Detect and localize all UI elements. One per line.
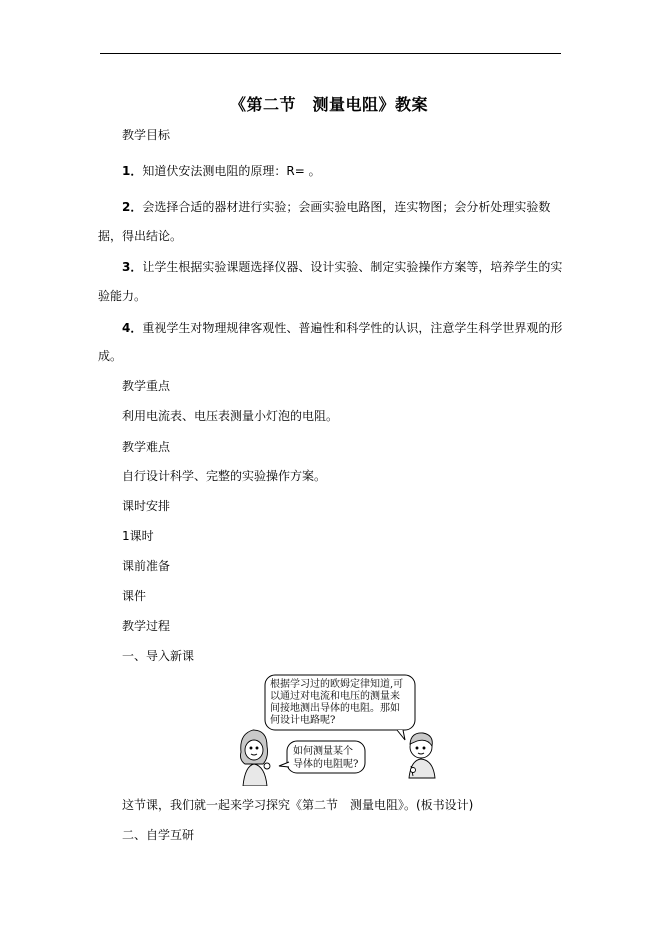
boy-bubble-line-4: 何设计电路呢?	[270, 715, 336, 726]
preparation-text: 课件	[122, 589, 147, 603]
boy-speech-bubble	[265, 675, 415, 740]
boy-bubble-line-1: 根据学习过的欧姆定律知道,可	[270, 679, 404, 690]
boy-bubble-line-3: 间接地测出导体的电阻。那如	[270, 703, 400, 714]
objectives-heading: 教学目标	[122, 128, 171, 142]
objective-1-text: 知道伏安法测电阻的原理：R= 。	[142, 164, 321, 178]
objective-3-number: 3．	[122, 260, 143, 274]
objective-2-text: 会选择合适的器材进行实验；会画实验电路图，连实物图；会分析处理实验数	[142, 200, 551, 214]
part-1-heading: 一、导入新课	[122, 649, 195, 663]
objective-4-line-1	[122, 321, 562, 335]
girl-figure-icon	[241, 730, 271, 786]
boy-figure-icon	[409, 733, 435, 778]
dialog-illustration	[237, 674, 437, 786]
objective-3-text: 让学生根据实验课题选择仪器、设计实验、制定实验操作方案等，培养学生的实	[142, 260, 563, 274]
girl-bubble-line-1: 如何测量某个	[293, 746, 353, 757]
process-heading: 教学过程	[122, 619, 171, 633]
girl-bubble-line-2: 导体的电阻呢?	[293, 759, 359, 770]
schedule-heading: 课时安排	[122, 499, 171, 513]
objective-4-line-2: 成。	[98, 349, 123, 363]
key-points-text: 利用电流表、电压表测量小灯泡的电阻。	[122, 409, 339, 423]
objective-3-line-1	[122, 260, 562, 274]
schedule-text: 1课时	[122, 529, 154, 543]
objective-4-text: 重视学生对物理规律客观性、普遍性和科学性的认识，注意学生科学世界观的形	[142, 321, 563, 335]
difficulty-heading: 教学难点	[122, 440, 171, 454]
objective-2-number: 2．	[122, 200, 143, 214]
after-image-text: 这节课，我们就一起来学习探究《第二节 测量电阻》。(板书设计)	[122, 798, 474, 812]
key-points-heading: 教学重点	[122, 379, 171, 393]
preparation-heading: 课前准备	[122, 559, 171, 573]
objective-3-line-2: 验能力。	[98, 289, 147, 303]
girl-speech-bubble	[279, 741, 365, 773]
page-title: 《第二节 测量电阻》教案	[229, 95, 428, 114]
objective-1-number: 1．	[122, 164, 143, 178]
part-2-heading: 二、自学互研	[122, 828, 195, 842]
objective-2-line-2: 据，得出结论。	[98, 229, 183, 243]
difficulty-text: 自行设计科学、完整的实验操作方案。	[122, 469, 327, 483]
objective-4-number: 4．	[122, 321, 143, 335]
objective-2-line-1	[122, 200, 550, 214]
objective-1	[122, 164, 321, 178]
boy-bubble-line-2: 以通过对电流和电压的测量来	[270, 691, 400, 702]
header-rule	[100, 53, 561, 54]
